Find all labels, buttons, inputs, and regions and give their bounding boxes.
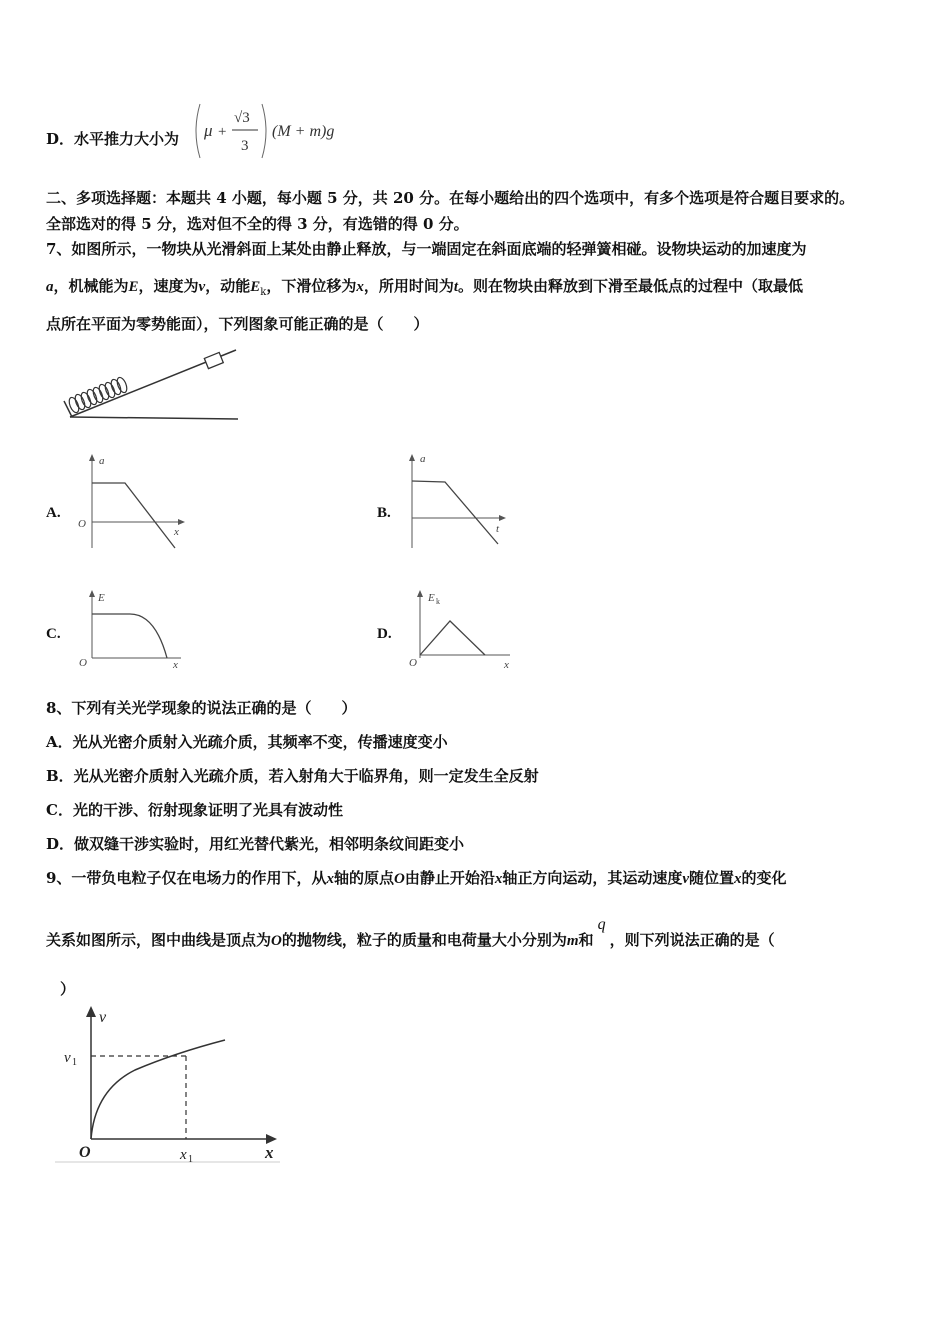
- q9-l1-a: 9、一带负电粒子仅在电场力的作用下，从: [46, 869, 327, 887]
- y-arrow: [86, 1006, 96, 1017]
- section2-line1: 二、多项选择题：本题共 4 小题，每小题 5 分，共 20 分。在每小题给出的四个选项中，有多个选项是符合题目要求的。: [46, 189, 855, 207]
- q9-line2: [46, 916, 775, 950]
- plus-sign: +: [218, 124, 227, 140]
- v1-sub: 1: [72, 1057, 77, 1068]
- y-label: a: [99, 455, 105, 467]
- q9-l1-e: 随位置: [689, 869, 735, 887]
- ground-line: [70, 417, 238, 419]
- q7-line3: 点所在平面为零势能面），下列图象可能正确的是（ ）: [46, 315, 429, 333]
- graph-a: [75, 452, 190, 552]
- origin-label: O: [409, 657, 417, 669]
- q7-l2-t6: 。则在物块由释放到下滑至最低点的过程中（取最低: [458, 277, 804, 295]
- parabola-curve: [91, 1040, 225, 1139]
- q7-l2-t4: ，下滑位移为: [266, 277, 357, 295]
- y-arrow: [409, 454, 415, 461]
- sqrt3: √3: [234, 110, 250, 126]
- q9-vx-graph: [55, 1005, 290, 1170]
- y-label: v: [99, 1009, 107, 1026]
- curve: [92, 614, 167, 658]
- q7-line1: 7、如图所示，一物块从光滑斜面上某处由静止释放，与一端固定在斜面底端的轻弹簧相碰。设物块运动的加速度为: [46, 240, 807, 258]
- y-label: a: [420, 453, 426, 465]
- block: [204, 352, 223, 368]
- q8-option-b[interactable]: B．光从光密介质射入光疏介质，若入射角大于临界角，则一定发生全反射: [46, 767, 539, 785]
- q9-l2-c: 和: [578, 931, 594, 949]
- q8-option-c[interactable]: C．光的干涉、衍射现象证明了光具有波动性: [46, 801, 343, 819]
- q9-l1-f: 的变化: [741, 869, 787, 887]
- option-d-formula: [192, 100, 362, 162]
- origin-label: O: [79, 657, 87, 669]
- origin-label: O: [79, 1144, 91, 1161]
- var-E: E: [128, 279, 139, 295]
- x-label: x: [174, 526, 179, 538]
- v1-label: v: [64, 1050, 71, 1066]
- q9-close-paren: ）: [60, 980, 76, 998]
- var-x3: x: [734, 871, 742, 887]
- y-arrow: [89, 590, 95, 597]
- x1-sub: 1: [188, 1154, 193, 1165]
- q7-l2-t5: ，所用时间为: [363, 277, 454, 295]
- q9-l1-d: 轴正方向运动，其运动速度: [502, 869, 683, 887]
- var-v: v: [198, 279, 206, 295]
- var-a: a: [46, 279, 54, 295]
- x-label: t: [496, 523, 500, 535]
- var-x: x: [326, 871, 334, 887]
- graph-b: [400, 452, 515, 552]
- x-arrow: [499, 515, 506, 521]
- mu-symbol: μ: [204, 121, 213, 140]
- tail-expression: (M + m)g: [272, 123, 335, 140]
- curve: [412, 481, 498, 544]
- curve: [92, 483, 175, 548]
- origin-label: O: [78, 518, 86, 530]
- var-O: O: [393, 871, 405, 887]
- var-k-sub: k: [260, 287, 267, 298]
- var-O: O: [271, 933, 282, 949]
- section2-line2: 全部选对的得 5 分，选对但不全的得 3 分，有选错的得 0 分。: [46, 215, 469, 233]
- x-label: x: [504, 659, 509, 671]
- q7-option-a-label[interactable]: A.: [46, 505, 61, 521]
- var-v: v: [682, 871, 690, 887]
- q7-line2: [46, 275, 803, 298]
- x-arrow: [178, 519, 185, 525]
- q9-l2-a: 关系如图所示，图中曲线是顶点为: [46, 931, 272, 949]
- incline-spring-figure: [58, 345, 243, 425]
- q8-option-d[interactable]: D．做双缝干涉实验时，用红光替代紫光，相邻明条纹间距变小: [46, 835, 465, 853]
- y-arrow: [89, 454, 95, 461]
- y-arrow: [417, 590, 423, 597]
- curve: [420, 621, 485, 655]
- q8-option-a[interactable]: A．光从光密介质射入光疏介质，其频率不变，传播速度变小: [46, 733, 448, 751]
- var-m: m: [566, 933, 579, 949]
- graph-d: [400, 588, 525, 673]
- q7-l2-t1: ，机械能为: [53, 277, 129, 295]
- var-Ek: E: [250, 279, 261, 295]
- left-paren: [196, 104, 200, 158]
- var-x: x: [356, 279, 364, 295]
- q9-l1-b: 轴的原点: [333, 869, 394, 887]
- y-label-sub: k: [436, 597, 440, 606]
- wall-line: [64, 401, 72, 417]
- q9-line1: [46, 867, 787, 888]
- graph-c: [75, 588, 190, 673]
- q9-l2-b: 的抛物线，粒子的质量和电荷量大小分别为: [281, 931, 567, 949]
- q8-stem: 8、下列有关光学现象的说法正确的是（ ）: [46, 699, 357, 717]
- q9-l1-c: 由静止开始沿: [404, 869, 495, 887]
- y-label: E: [428, 592, 435, 604]
- x-label: x: [173, 659, 178, 671]
- q7-option-c-label[interactable]: C.: [46, 626, 61, 642]
- option-d-text: D．水平推力大小为: [46, 130, 180, 148]
- denominator: 3: [241, 138, 249, 154]
- right-paren: [262, 104, 266, 158]
- var-q: q: [597, 916, 606, 933]
- q7-option-d-label[interactable]: D.: [377, 626, 392, 642]
- q7-l2-t2: ，速度为: [138, 277, 199, 295]
- spring-coils: [67, 376, 128, 414]
- var-t: t: [453, 279, 459, 295]
- x-label: x: [265, 1143, 274, 1162]
- x1-label: x: [180, 1147, 187, 1163]
- q9-l2-d: ，则下列说法正确的是（: [609, 931, 775, 949]
- q7-option-b-label[interactable]: B.: [377, 505, 391, 521]
- y-label: E: [98, 592, 105, 604]
- var-x2: x: [494, 871, 503, 887]
- q7-l2-t3: ，动能: [205, 277, 251, 295]
